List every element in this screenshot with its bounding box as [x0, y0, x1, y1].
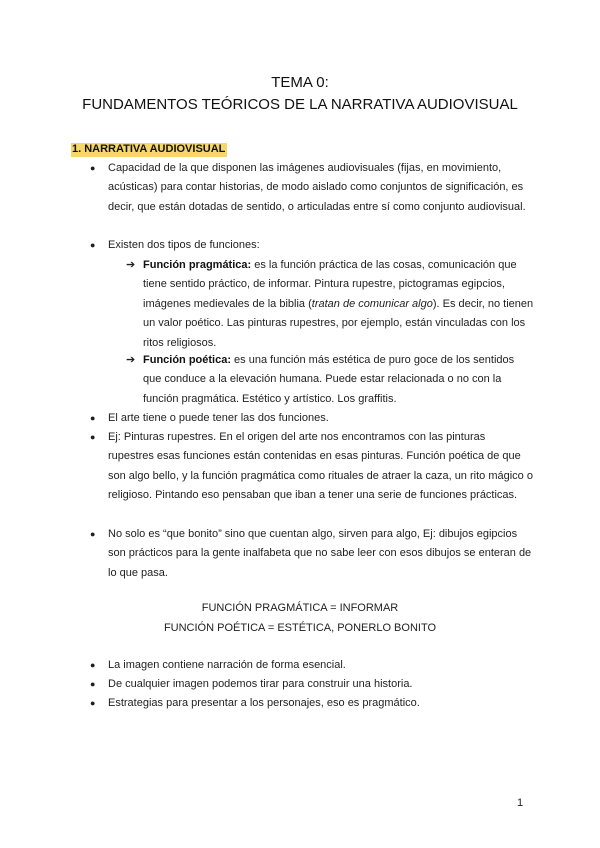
page-title-line2: FUNDAMENTOS TEÓRICOS DE LA NARRATIVA AUDIOVISUAL	[82, 96, 518, 113]
italic-note: tratan de comunicar algo	[311, 297, 433, 310]
list-item-text: Capacidad de la que disponen las imágenes audiovisuales (fijas, en movimiento, acústicas) para contar historias, de modo aislado como conjuntos de significación, es decir, que están dotadas de sentido, o articuladas entre sí como conjunto audiovisual.	[108, 162, 526, 213]
page-title-line1: TEMA 0:	[271, 74, 329, 91]
bullet-icon: ●	[90, 698, 96, 708]
list-item-text: De cualquier imagen podemos tirar para construir una historia.	[108, 678, 413, 690]
bullet-icon: ●	[90, 679, 96, 689]
list-item	[90, 236, 533, 255]
list-item-text: Ej: Pinturas rupestres. En el origen del arte nos encontramos con las pinturas rupestres esas funciones están contenidas en esas pinturas. Función poética de que son algo bello, y la función pragmática como rituales de atraer la caza, un rito mágico o religioso. Pintando eso pensaban que iban a tener una serie de funciones prácticas.	[108, 431, 533, 502]
bullet-icon: ●	[90, 413, 96, 423]
section-heading: 1. NARRATIVA AUDIOVISUAL	[72, 143, 226, 155]
list-item	[90, 675, 533, 694]
bullet-icon: ●	[90, 660, 96, 670]
term-label: Función poética:	[143, 354, 231, 366]
list-item-text: El arte tiene o puede tener las dos funciones.	[108, 412, 329, 424]
arrow-right-icon: ➔	[126, 354, 136, 366]
formula-poetic: FUNCIÓN POÉTICA = ESTÉTICA, PONERLO BONITO	[163, 622, 437, 634]
bullet-icon: ●	[90, 163, 96, 173]
arrow-right-icon: ➔	[126, 259, 136, 271]
sub-list-item-pragmatic	[126, 256, 535, 353]
list-item	[90, 656, 533, 675]
list-item-text: Existen dos tipos de funciones:	[108, 239, 260, 251]
list-item	[90, 428, 533, 506]
list-item	[90, 159, 533, 217]
list-item	[90, 694, 533, 713]
bullet-icon: ●	[90, 432, 96, 442]
definition-text: es una función más estética de puro goce de los sentidos que conduce a la elevación humana. Puede estar relacionada o no con la función pragmática. Estético y artístico. Los graffitis.	[143, 354, 515, 405]
formula-pragmatic: FUNCIÓN PRAGMÁTICA = INFORMAR	[201, 602, 399, 614]
bullet-icon: ●	[90, 529, 96, 539]
sub-list-item-poetic	[126, 351, 535, 409]
list-item	[90, 525, 533, 583]
page-number: 1	[517, 797, 524, 809]
bullet-icon: ●	[90, 240, 96, 250]
list-item-text: La imagen contiene narración de forma esencial.	[108, 659, 346, 671]
list-item	[90, 409, 533, 428]
definition-text: es la función práctica de las cosas, comunicación que tiene sentido práctico, de informar. Pintura rupestre, pictogramas egipcios, imágenes medievales de la biblia (	[143, 259, 517, 310]
list-item-text: Estrategias para presentar a los personajes, eso es pragmático.	[108, 697, 420, 709]
definition-text-end: ). Es decir, no tienen un valor poético. Las pinturas rupestres, por ejemplo, están vinculadas con los ritos religiosos.	[143, 297, 534, 349]
term-label: Función pragmática:	[143, 259, 252, 271]
list-item-text: No solo es “que bonito” sino que cuentan algo, sirven para algo, Ej: dibujos egipcios son prácticos para la gente inalfabeta que no sabe leer con esos dibujos se enteran de lo que pasa.	[108, 528, 532, 579]
